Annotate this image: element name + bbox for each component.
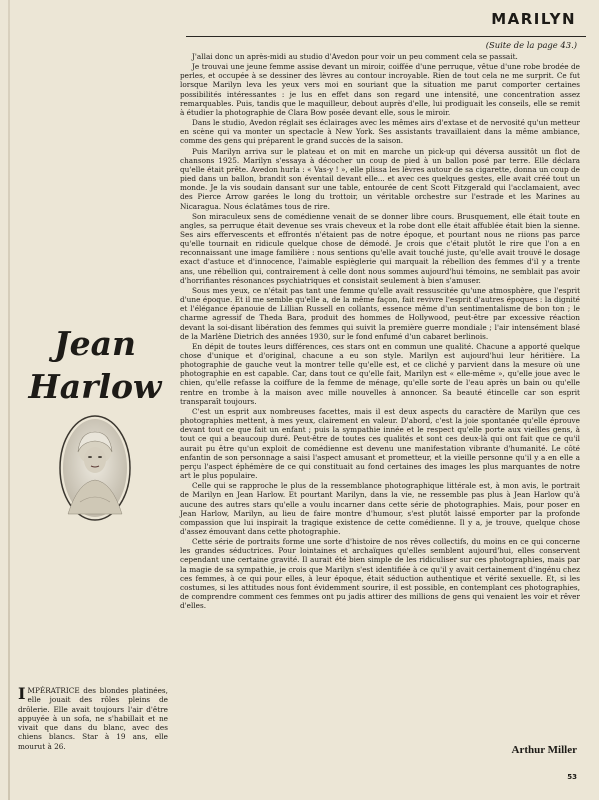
sidebar-title-line: Jean bbox=[54, 324, 136, 363]
article-paragraph: En dépit de toutes leurs différences, ces stars ont en commun une qualité. Chacune a apporté quelque chose d'unique et d'original, chacune a eu son style. Marilyn est aujourd'hui leur héritière. La photographie de gauche veut la montrer telle qu'elle est, et ce cliché y parvient dans la mesure où une photographie en est capable. Car, dans tout ce qu'elle fait, Marilyn est « elle-même », qu'elle joue avec le chien, qu'elle refasse la coiffure de la femme de ménage, qu'elle sorte de l'eau après un bain ou qu'elle rentre en trombe à la maison avec mille nouvelles à annoncer. Sa beauté étincelle car son esprit transparaît toujours. bbox=[180, 341, 580, 406]
sidebar-title-line: Harlow bbox=[28, 367, 162, 406]
article-paragraph: C'est un esprit aux nombreuses facettes, mais il est deux aspects du caractère de Marilyn que ces photographies mettent, à mes yeux, clairement en valeur. D'abord, c'est la joie spontanée qu'elle éprouve devant tout ce que fait un enfant ; puis la sympathie innée et le respect qu'elle porte aux vieilles gens, à tout ce qui a beaucoup duré. Peut-être de toutes ces qualités et sont ces deux-là qui ont fait que ce qu'il aurait pu être qu'un exploit de comédienne est devenu une manifestation vibrante d'humanité. Le côté enfantin de son personnage a saisi l'aspect amusant et prometteur, et la vieille personne qu'il y a en elle a perçu l'aspect éphémère de ce qui constituait au fond certaines des images les plus marquantes de notre art le plus populaire. bbox=[180, 406, 580, 481]
article-paragraph: Sous mes yeux, ce n'était pas tant une femme qu'elle avait ressuscitée qu'une atmosphère, que l'esprit d'une époque. Et il me semble qu'elle a, de la même façon, fait revivre l'esprit d'autres époques : la dignité et l'élégance épanouie de Lillian Russell en collants, essence même d'un sentimentalisme de bon ton ; le charme agressif de Theda Bara, produit des hommes de Hollywood, peut-être par excessive réaction devant la soi-disant libération des femmes qui suivit la première guerre mondiale ; l'air intensément blasé de la Marlène Dietrich des années 1930, sur le fond enfumé d'un cabaret berlinois. bbox=[180, 285, 580, 341]
running-header bbox=[186, 8, 586, 37]
header-title: MARILYN bbox=[491, 10, 576, 28]
oval-portrait-image bbox=[58, 414, 132, 522]
article-paragraph: Dans le studio, Avedon réglait ses éclairages avec les mêmes airs d'extase et de nervosité qu'un metteur en scène qui va monter un spectacle à New York. Ses assistants travaillaient dans la même ambiance, comme des gens qui préparent le grand succès de la saison. bbox=[180, 118, 580, 146]
page-gutter bbox=[8, 0, 10, 800]
caption-text: MPÉRATRICE des blondes platinées, elle jouait des rôles pleins de drôlerie. Elle avait toujours l'air d'être appuyée à un sofa, ne s'habillait et ne vivait que dans du blanc, avec des chiens blancs. Star à 19 ans, elle mourut à 26. bbox=[18, 686, 168, 751]
article-paragraph: Je trouvai une jeune femme assise devant un miroir, coiffée d'une perruque, vêtue d'une robe brodée de perles, et occupée à se dessiner des lèvres au contour incroyable. Rien de tout cela ne me surprit. Ce fut lorsque Marilyn leva les yeux vers moi en souriant que la situation me parut comporter certaines possibilités intéressantes : je lus en effet dans son regard une intensité, une concentration assez remarquables. Puis, tandis que le maquilleur, debout auprès d'elle, lui prodiguait les conseils, elle se remit à étudier la photographie de Clara Bow posée devant elle, sous le miroir. bbox=[180, 62, 580, 117]
author-signature: Arthur Miller bbox=[511, 744, 577, 756]
article-paragraph: Son miraculeux sens de comédienne venait de se donner libre cours. Brusquement, elle était toute en angles, sa perruque était devenue ses vrais cheveux et la robe dont elle était affublée était bien la sienne. Ses airs effervescents et effrontés n'étaient pas de notre époque, et pourtant nous ne riions pas parce qu'elle tournait en ridicule quelque chose de démodé. Je crois que c'était plutôt le rire que l'on a en reconnaissant une image familière : nous sentions qu'elle avait touché juste, qu'elle avait trouvé le dosage exact d'astuce et d'innocence, l'aimable espièglerie qui marquait la rébellion des femmes d'il y a trente ans, une rébellion qui, contrairement à celle dont nous sommes aujourd'hui témoins, ne semblait pas avoir d'horrifiantes résonances psychiatriques et consistait seulement à bien s'amuser. bbox=[180, 211, 580, 285]
page-number: 53 bbox=[567, 773, 577, 781]
article-paragraph: Cette série de portraits forme une sorte d'histoire de nos rêves collectifs, du moins en ce qui concerne les grandes séductrices. Pour lointaines et archaïques qu'elles semblent aujourd'hui, elles conservent cependant une certaine gravité. Il aurait été bien simple de les ridiculiser sur ces photographies, mais par la magie de sa sympathie, je crois que Marilyn s'est identifiée à ce qu'il y avait certainement d'ingénu chez ces femmes, à ce qui pour elles, à leur époque, était séduction authentique et vérité sexuelle. Et, si les costumes, si les attitudes nous font évidemment sourire, il est possible, en contemplant ces photographies, de comprendre comment ces femmes ont pu jadis attirer des millions de gens qui venaient les voir et rêver d'elles. bbox=[180, 537, 580, 611]
article-paragraph: Celle qui se rapproche le plus de la ressemblance photographique littérale est, à mon avis, le portrait de Marilyn en Jean Harlow. Et pourtant Marilyn, dans la vie, ne ressemble pas plus à Jean Harlow qu'à aucune des autres stars qu'elle a voulu incarner dans cette série de photographies. Mais, pour poser en Jean Harlow, Marilyn, au lieu de faire montre d'humour, s'est plutôt laissé emporter par la profonde compassion que lui inspirait la tragique existence de cette comédienne. Il y a, je trouve, quelque chose d'assez émouvant dans cette photographie. bbox=[180, 481, 580, 536]
article-body bbox=[180, 52, 580, 611]
caption-dropcap: I bbox=[18, 684, 26, 703]
sidebar-caption bbox=[18, 686, 168, 751]
article-paragraph: Puis Marilyn arriva sur le plateau et on mit en marche un pick-up qui déversa aussitôt un flot de chansons 1925. Marilyn s'essaya à décocher un coup de pied à un ballon posé par terre. Elle déclara qu'elle était prête. Avedon hurla : « Vas-y ! », elle plissa les lèvres autour de sa cigarette, donna un coup de pied dans un ballon, brandit son éventail devant elle... et avec ces quelques gestes, elle avait créé tout un monde. Je la vis soudain dansant sur une table, entourée de cent Scott Fitzgerald qui l'acclamaient, avec des Pierce Arrow garées le long du trottoir, un véritable orchestre sur l'estrade et les Marines au Nicaragua. Nous éclatâmes tous de rire. bbox=[180, 146, 580, 211]
sidebar-title bbox=[14, 322, 176, 408]
continued-note: (Suite de la page 43.) bbox=[485, 40, 577, 50]
article-paragraph: J'allai donc un après-midi au studio d'Avedon pour voir un peu comment cela se passait. bbox=[192, 52, 518, 61]
